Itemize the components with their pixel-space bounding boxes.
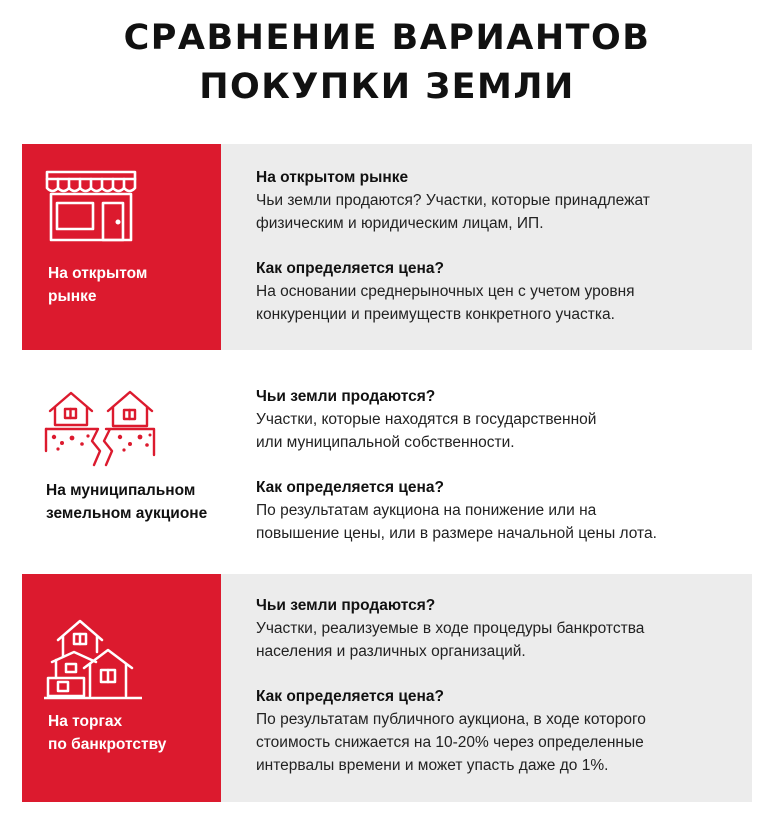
detail-answer: На основании среднерыночных цен с учетом уровня конкуренции и преимуществ конкретного участка. [256, 283, 635, 323]
detail-question: Как определяется цена? [256, 260, 444, 277]
section-label: На открытом рынке [48, 265, 148, 305]
detail-question: Чьи земли продаются? [256, 388, 436, 405]
detail-block [256, 385, 746, 454]
section-municipal-auction [22, 363, 752, 561]
section-open-market [22, 144, 752, 350]
section-label-panel [22, 144, 221, 350]
section-bankruptcy-auction [22, 574, 752, 802]
detail-block [256, 594, 746, 663]
detail-question: Как определяется цена? [256, 479, 444, 496]
detail-block [256, 476, 746, 545]
detail-answer: По результатам публичного аукциона, в ходе которого стоимость снижается на 10-20% через определенные интервалы времени и может упасть даже до 1%. [256, 711, 646, 774]
section-label: На торгах по банкротству [48, 713, 167, 753]
detail-question: На открытом рынке [256, 169, 409, 186]
detail-question: Как определяется цена? [256, 688, 444, 705]
detail-block [256, 257, 746, 326]
section-details-panel [221, 144, 752, 350]
detail-block [256, 166, 746, 235]
title-line-1: СРАВНЕНИЕ ВАРИАНТОВ [123, 18, 651, 58]
page-title [0, 14, 774, 112]
section-label-panel [22, 363, 221, 561]
detail-block [256, 685, 746, 777]
detail-answer: Участки, которые находятся в государственной или муниципальной собственности. [256, 411, 597, 451]
section-label: На муниципальном земельном аукционе [46, 482, 208, 522]
section-details-panel [221, 574, 752, 802]
detail-answer: Чьи земли продаются? Участки, которые принадлежат физическим и юридическим лицам, ИП. [256, 192, 650, 232]
detail-answer: Участки, реализуемые в ходе процедуры банкротства населения и различных организаций. [256, 620, 645, 660]
section-label-panel [22, 574, 221, 802]
section-details-panel [221, 363, 752, 561]
buildings-icon [44, 618, 142, 700]
title-line-2: ПОКУПКИ ЗЕМЛИ [199, 67, 575, 107]
detail-answer: По результатам аукциона на понижение или на повышение цены, или в размере начальной цены лота. [256, 502, 657, 542]
detail-question: Чьи земли продаются? [256, 597, 436, 614]
shop-icon [44, 170, 139, 242]
houses-on-split-land-icon [44, 389, 156, 467]
